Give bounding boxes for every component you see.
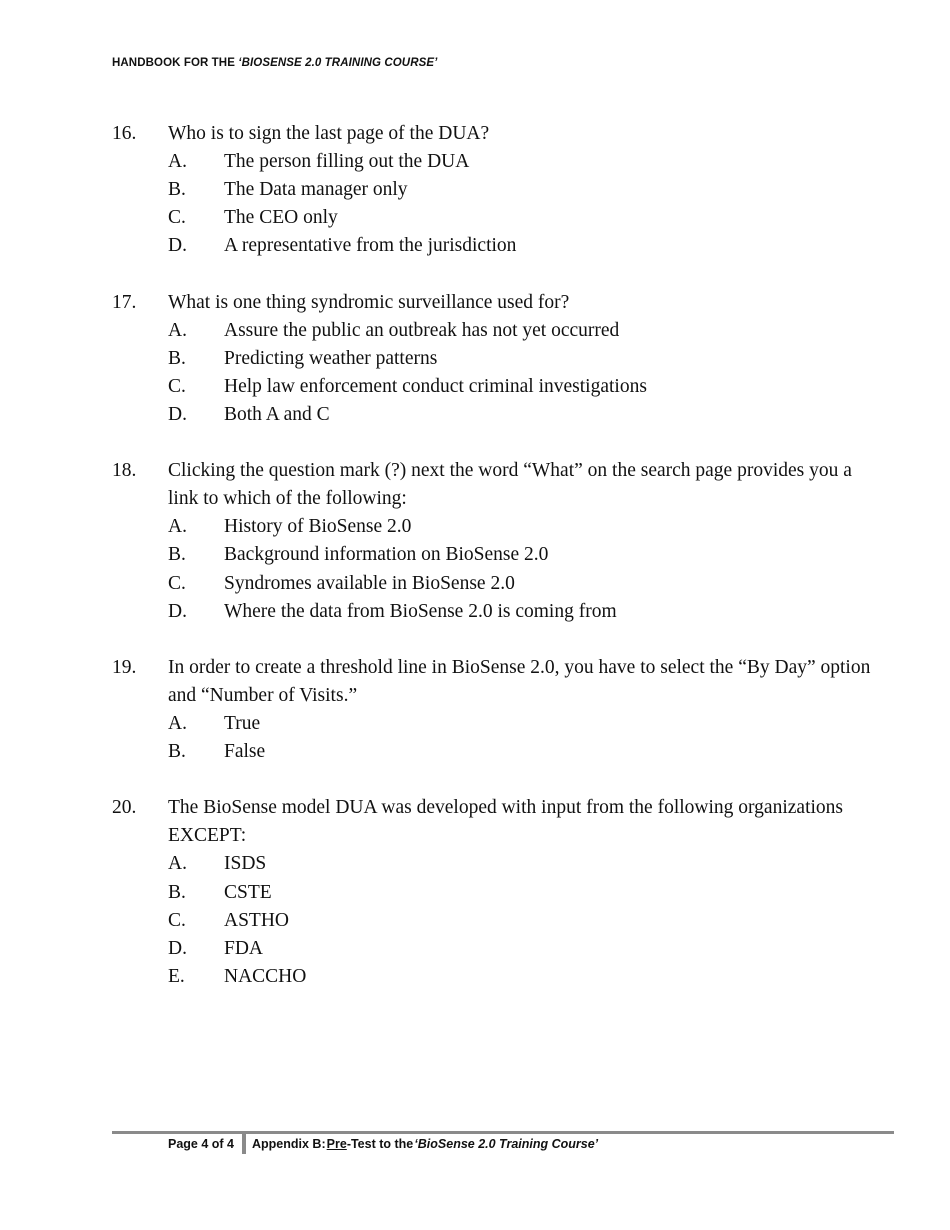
option-letter: B.: [168, 881, 186, 903]
footer-course-title: ‘BioSense 2.0 Training Course’: [414, 1137, 599, 1151]
option-text: ISDS: [224, 853, 267, 875]
option-d: [168, 935, 872, 963]
footer-appendix-prefix: Appendix B:: [252, 1137, 326, 1151]
option-text: Where the data from BioSense 2.0 is coming from: [224, 600, 617, 622]
option-letter: A.: [168, 516, 187, 538]
option-text: Predicting weather patterns: [224, 347, 438, 369]
option-a: [168, 850, 872, 878]
question-20: [112, 794, 872, 991]
question-number: 16.: [112, 123, 137, 144]
option-text: Help law enforcement conduct criminal investigations: [224, 375, 647, 397]
option-c: [168, 373, 872, 401]
option-a: [168, 710, 872, 738]
question-number: 17.: [112, 291, 137, 313]
option-e: [168, 963, 872, 991]
option-text: CSTE: [224, 881, 272, 903]
option-d: [168, 232, 872, 260]
question-number: 19.: [112, 656, 137, 678]
option-letter: A.: [168, 319, 187, 341]
question-number: 20.: [112, 797, 137, 819]
option-text: The Data manager only: [224, 179, 408, 201]
header-prefix: HANDBOOK FOR THE: [112, 57, 239, 69]
option-text: True: [224, 712, 261, 734]
option-text: ASTHO: [224, 909, 290, 931]
option-letter: C.: [168, 909, 186, 931]
option-text: Assure the public an outbreak has not yet occurred: [224, 319, 620, 341]
option-letter: B.: [168, 347, 186, 369]
option-c: [168, 907, 872, 935]
option-letter: B.: [168, 179, 186, 201]
question-18: [112, 457, 872, 626]
option-letter: D.: [168, 403, 187, 425]
option-letter: D.: [168, 937, 187, 959]
question-text: Who is to sign the last page of the DUA?: [168, 123, 490, 144]
option-text: The CEO only: [224, 207, 338, 229]
question-number: 18.: [112, 460, 137, 482]
option-text: A representative from the jurisdiction: [224, 235, 517, 257]
option-b: [168, 879, 872, 907]
option-c: [168, 204, 872, 232]
option-letter: E.: [168, 965, 185, 987]
option-c: [168, 570, 872, 598]
option-letter: B.: [168, 544, 186, 566]
page-number: Page 4 of 4: [168, 1137, 234, 1151]
option-letter: A.: [168, 712, 187, 734]
option-b: [168, 345, 872, 373]
option-b: [168, 176, 872, 204]
option-text: FDA: [224, 937, 264, 959]
option-text: Background information on BioSense 2.0: [224, 544, 549, 566]
option-text: The person filling out the DUA: [224, 151, 470, 173]
question-17: [112, 289, 872, 429]
option-letter: C.: [168, 375, 186, 397]
option-text: NACCHO: [224, 965, 307, 987]
footer-separator: [242, 1134, 246, 1154]
question-text: Clicking the question mark (?) next the word “What” on the search page provides you a link to which of the following:: [168, 460, 852, 510]
option-text: False: [224, 741, 266, 763]
question-16: [112, 120, 872, 260]
option-a: [168, 148, 872, 176]
question-list: [112, 120, 872, 1019]
option-d: [168, 598, 872, 626]
page-header: [112, 57, 437, 69]
footer-appendix-mid: -Test to the: [346, 1137, 414, 1151]
option-letter: A.: [168, 853, 187, 875]
option-a: [168, 513, 872, 541]
page-footer: [168, 1134, 598, 1154]
question-text: In order to create a threshold line in BioSense 2.0, you have to select the “By Day” option and “Number of Visits.”: [168, 656, 871, 706]
option-text: Syndromes available in BioSense 2.0: [224, 572, 515, 594]
option-b: [168, 541, 872, 569]
option-text: Both A and C: [224, 403, 330, 425]
question-19: [112, 654, 872, 766]
question-text: The BioSense model DUA was developed with input from the following organizations EXCEPT:: [168, 797, 843, 847]
option-letter: C.: [168, 207, 186, 229]
option-letter: A.: [168, 151, 187, 173]
option-d: [168, 401, 872, 429]
option-letter: B.: [168, 741, 186, 763]
option-a: [168, 317, 872, 345]
option-letter: C.: [168, 572, 186, 594]
option-letter: D.: [168, 600, 187, 622]
option-letter: D.: [168, 235, 187, 257]
option-text: History of BioSense 2.0: [224, 516, 412, 538]
question-text: What is one thing syndromic surveillance used for?: [168, 291, 570, 313]
option-b: [168, 738, 872, 766]
footer-pre: Pre: [326, 1137, 347, 1151]
header-course-title: ‘BIOSENSE 2.0 TRAINING COURSE’: [238, 57, 438, 69]
